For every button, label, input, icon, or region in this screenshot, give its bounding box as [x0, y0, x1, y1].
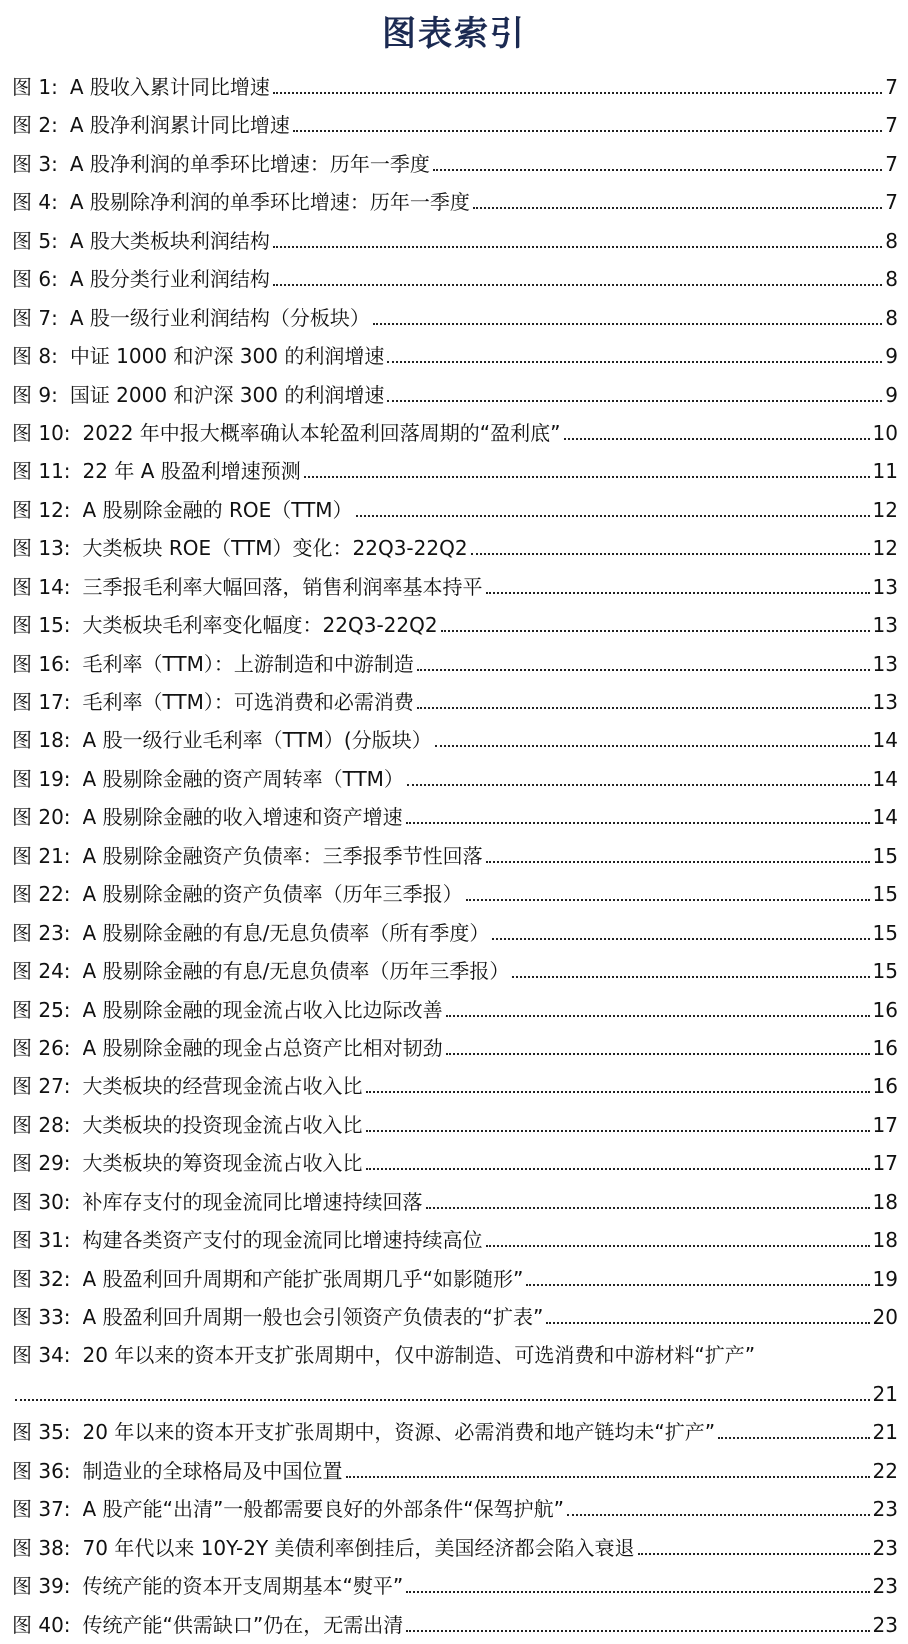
- figure-caption: A 股剔除金融的资产周转率（TTM）: [82, 766, 404, 791]
- figure-caption: 大类板块的经营现金流占收入比: [82, 1074, 363, 1099]
- figure-caption: 70 年代以来 10Y-2Y 美债利率倒挂后，美国经济都会陷入衰退: [82, 1535, 635, 1560]
- toc-entry[interactable]: [12, 491, 898, 529]
- dot-leader: [433, 145, 882, 171]
- page-number: 23: [872, 1574, 898, 1599]
- dot-leader: [567, 1490, 870, 1516]
- figure-caption: A 股剔除金融的现金占总资产比相对韧劲: [82, 1035, 443, 1060]
- toc-entry-continuation[interactable]: [12, 1375, 898, 1413]
- figure-caption: A 股剔除净利润的单季环比增速：历年一季度: [69, 190, 470, 215]
- figure-number: 图 40:: [12, 1612, 71, 1637]
- figure-caption: 2022 年中报大概率确认本轮盈利回落周期的“盈利底”: [82, 420, 561, 445]
- dot-leader: [486, 1221, 870, 1247]
- figure-number: 图 3:: [12, 151, 58, 176]
- figure-number: 图 14:: [12, 574, 71, 599]
- page-number: 18: [872, 1189, 898, 1214]
- toc-entry[interactable]: [12, 952, 898, 990]
- figure-number: 图 12:: [12, 497, 71, 522]
- dot-leader: [417, 645, 870, 671]
- dot-leader: [366, 1106, 870, 1132]
- toc-entry[interactable]: [12, 645, 898, 683]
- figure-caption: A 股剔除金融的收入增速和资产增速: [82, 805, 403, 830]
- toc-entry[interactable]: [12, 1529, 898, 1567]
- figure-caption: A 股盈利回升周期一般也会引领资产负债表的“扩表”: [82, 1305, 544, 1329]
- figure-caption: A 股剔除金融的 ROE（TTM）: [82, 497, 353, 522]
- toc-entry[interactable]: [12, 1144, 898, 1182]
- toc-entry[interactable]: [12, 914, 898, 952]
- figure-caption: A 股剔除金融的有息/无息负债率（历年三季报）: [82, 959, 510, 984]
- toc-entry[interactable]: [12, 452, 898, 490]
- dot-leader: [293, 106, 882, 132]
- toc-entry[interactable]: [12, 337, 898, 375]
- figure-number: 图 34:: [12, 1343, 71, 1368]
- figure-number: 图 26:: [12, 1035, 71, 1060]
- page-number: 12: [872, 536, 898, 561]
- dot-leader: [441, 606, 870, 632]
- figure-caption: 毛利率（TTM）：可选消费和必需消费: [82, 690, 414, 714]
- figure-number: 图 28:: [12, 1112, 71, 1137]
- dot-leader: [356, 491, 870, 517]
- figure-number: 图 22:: [12, 882, 71, 907]
- figure-caption: A 股一级行业利润结构（分板块）: [69, 305, 370, 330]
- figure-number: 图 18:: [12, 728, 71, 753]
- dot-leader: [492, 914, 869, 940]
- figure-number: 图 32:: [12, 1266, 71, 1291]
- dot-leader: [273, 222, 882, 248]
- figure-caption: 大类板块的投资现金流占收入比: [82, 1112, 363, 1137]
- dot-leader: [486, 837, 870, 863]
- page-number: 7: [885, 113, 898, 138]
- figure-caption: 中证 1000 和沪深 300 的利润增速: [69, 344, 385, 369]
- dot-leader: [366, 1144, 870, 1170]
- page-number: 15: [872, 882, 898, 907]
- page-number: 16: [872, 1035, 898, 1060]
- figure-number: 图 2:: [12, 113, 58, 138]
- page-number: 21: [872, 1381, 898, 1406]
- page-number: 7: [885, 151, 898, 176]
- page-number: 15: [872, 843, 898, 868]
- dot-leader: [406, 1606, 869, 1632]
- dot-leader: [471, 529, 870, 555]
- toc-entry[interactable]: [12, 1490, 898, 1528]
- dot-leader: [346, 1452, 870, 1478]
- dot-leader: [304, 452, 870, 478]
- page-number: 7: [885, 75, 898, 99]
- toc-entry[interactable]: [12, 568, 898, 606]
- figure-caption: A 股净利润的单季环比增速：历年一季度: [69, 151, 430, 176]
- toc-entry[interactable]: [12, 68, 898, 106]
- page-number: 8: [885, 267, 898, 292]
- toc-entry[interactable]: [12, 222, 898, 260]
- figure-caption: 传统产能“供需缺口”仍在，无需出清: [82, 1612, 404, 1637]
- toc-entry[interactable]: [12, 721, 898, 759]
- page-number: 14: [872, 728, 898, 753]
- figure-caption: 制造业的全球格局及中国位置: [82, 1458, 343, 1483]
- page-number: 14: [872, 805, 898, 830]
- figure-number: 图 6:: [12, 267, 58, 292]
- page-number: 8: [885, 228, 898, 253]
- page-number: 14: [872, 766, 898, 791]
- figure-caption: 大类板块 ROE（TTM）变化：22Q3-22Q2: [82, 536, 468, 561]
- dot-leader: [387, 376, 882, 402]
- figure-number: 图 35:: [12, 1420, 71, 1445]
- toc-entry[interactable]: [12, 299, 898, 337]
- page-number: 22: [872, 1458, 898, 1483]
- toc-entry[interactable]: [12, 606, 898, 644]
- figure-caption: 国证 2000 和沪深 300 的利润增速: [69, 382, 385, 407]
- toc-entry[interactable]: [12, 260, 898, 298]
- figure-number: 图 5:: [12, 228, 58, 253]
- page-number: 9: [885, 382, 898, 407]
- dot-leader: [564, 414, 870, 440]
- toc-entry[interactable]: [12, 837, 898, 875]
- toc-entry[interactable]: [12, 1260, 898, 1298]
- page-number: 11: [872, 459, 898, 484]
- figure-number: 图 1:: [12, 75, 58, 99]
- figure-caption: A 股净利润累计同比增速: [69, 113, 290, 138]
- dot-leader: [435, 721, 870, 747]
- figure-number: 图 13:: [12, 536, 71, 561]
- toc-entry[interactable]: [12, 106, 898, 144]
- figure-caption: 22 年 A 股盈利增速预测: [82, 459, 301, 484]
- page-number: 15: [872, 959, 898, 984]
- page-number: 19: [872, 1266, 898, 1291]
- dot-leader: [486, 568, 870, 594]
- dot-leader: [512, 952, 869, 978]
- toc-entry[interactable]: [12, 414, 898, 452]
- dot-leader: [526, 1260, 869, 1286]
- dot-leader: [638, 1529, 870, 1555]
- figure-number: 图 25:: [12, 997, 71, 1022]
- figure-number: 图 17:: [12, 690, 71, 714]
- figure-caption: A 股剔除金融的现金流占收入比边际改善: [82, 997, 443, 1022]
- page-number: 23: [872, 1535, 898, 1560]
- figure-caption: 毛利率（TTM）：上游制造和中游制造: [82, 651, 414, 676]
- dot-leader: [273, 68, 882, 94]
- toc-entry[interactable]: [12, 1298, 898, 1336]
- figure-number: 图 4:: [12, 190, 58, 215]
- figure-caption: 20 年以来的资本开支扩张周期中，仅中游制造、可选消费和中游材料“扩产”: [82, 1343, 756, 1368]
- toc-entry[interactable]: [12, 183, 898, 221]
- dot-leader: [473, 183, 882, 209]
- figure-number: 图 7:: [12, 305, 58, 330]
- dot-leader: [273, 260, 882, 286]
- toc-entry[interactable]: [12, 1067, 898, 1105]
- figure-number: 图 20:: [12, 805, 71, 830]
- toc-entry[interactable]: [12, 1029, 898, 1067]
- page-number: 16: [872, 1074, 898, 1099]
- figure-caption: 20 年以来的资本开支扩张周期中，资源、必需消费和地产链均未“扩产”: [82, 1420, 716, 1445]
- figure-caption: 传统产能的资本开支周期基本“熨平”: [82, 1574, 404, 1599]
- toc-entry[interactable]: [12, 529, 898, 567]
- page-number: 7: [885, 190, 898, 215]
- page-number: 8: [885, 305, 898, 330]
- figure-number: 图 33:: [12, 1305, 71, 1329]
- dot-leader: [406, 1567, 869, 1593]
- toc-entry[interactable]: [12, 376, 898, 414]
- page-number: 12: [872, 497, 898, 522]
- figure-number: 图 10:: [12, 420, 71, 445]
- dot-leader: [446, 1029, 870, 1055]
- dot-leader: [373, 299, 882, 325]
- dot-leader: [446, 991, 870, 1017]
- figure-caption: A 股剔除金融的有息/无息负债率（所有季度）: [82, 920, 490, 945]
- dot-leader: [406, 798, 870, 824]
- toc-entry[interactable]: [12, 798, 898, 836]
- dot-leader: [366, 1067, 870, 1093]
- toc-entry[interactable]: [12, 1606, 898, 1644]
- page-title: 图表索引: [382, 14, 526, 54]
- figure-caption: A 股产能“出清”一般都需要良好的外部条件“保驾护航”: [82, 1497, 565, 1522]
- figure-number: 图 39:: [12, 1574, 71, 1599]
- toc-entry[interactable]: [12, 1452, 898, 1490]
- toc-entry[interactable]: [12, 875, 898, 913]
- toc-entry[interactable]: [12, 1413, 898, 1451]
- figure-caption: A 股剔除金融的资产负债率（历年三季报）: [82, 882, 463, 907]
- figure-number: 图 16:: [12, 651, 71, 676]
- toc-entry[interactable]: [12, 991, 898, 1029]
- page-number: 17: [872, 1151, 898, 1176]
- page-number: 18: [872, 1228, 898, 1253]
- figure-caption: A 股收入累计同比增速: [69, 75, 270, 99]
- page-number: 10: [872, 420, 898, 445]
- figure-caption: 补库存支付的现金流同比增速持续回落: [82, 1189, 423, 1214]
- page-number: 23: [872, 1497, 898, 1522]
- page-number: 20: [872, 1305, 898, 1329]
- figure-number: 图 36:: [12, 1458, 71, 1483]
- figure-number: 图 8:: [12, 344, 58, 369]
- figure-number: 图 15:: [12, 613, 71, 638]
- figure-caption: 大类板块的筹资现金流占收入比: [82, 1151, 363, 1176]
- figure-number: 图 9:: [12, 382, 58, 407]
- toc-entry[interactable]: [12, 1106, 898, 1144]
- dot-leader: [466, 875, 870, 901]
- dot-leader: [426, 1183, 870, 1209]
- figure-index-list: [12, 68, 898, 1644]
- figure-caption: 构建各类资产支付的现金流同比增速持续高位: [82, 1228, 483, 1253]
- toc-entry[interactable]: [12, 1183, 898, 1221]
- page-number: 13: [872, 574, 898, 599]
- page-number: 13: [872, 613, 898, 638]
- figure-caption: A 股大类板块利润结构: [69, 228, 270, 253]
- toc-entry[interactable]: [12, 1221, 898, 1259]
- figure-number: 图 21:: [12, 843, 71, 868]
- page-number: 9: [885, 344, 898, 369]
- page-number: 23: [872, 1612, 898, 1637]
- dot-leader: [718, 1413, 869, 1439]
- toc-entry[interactable]: [12, 1567, 898, 1605]
- figure-caption: 大类板块毛利率变化幅度：22Q3-22Q2: [82, 613, 438, 638]
- figure-caption: A 股一级行业毛利率（TTM）(分版块）: [82, 728, 432, 753]
- figure-number: 图 38:: [12, 1535, 71, 1560]
- dot-leader: [15, 1375, 870, 1401]
- figure-number: 图 24:: [12, 959, 71, 984]
- figure-number: 图 29:: [12, 1151, 71, 1176]
- dot-leader: [417, 683, 870, 709]
- toc-entry[interactable]: [12, 1336, 898, 1374]
- page-number: 13: [872, 651, 898, 676]
- figure-number: 图 19:: [12, 766, 71, 791]
- figure-number: 图 23:: [12, 920, 71, 945]
- figure-caption: A 股盈利回升周期和产能扩张周期几乎“如影随形”: [82, 1266, 524, 1291]
- dot-leader: [407, 760, 870, 786]
- page-number: 15: [872, 920, 898, 945]
- dot-leader: [546, 1298, 869, 1324]
- page-number: 16: [872, 997, 898, 1022]
- page-number: 21: [872, 1420, 898, 1445]
- page-number: 17: [872, 1112, 898, 1137]
- figure-caption: 三季报毛利率大幅回落，销售利润率基本持平: [82, 574, 483, 599]
- figure-number: 图 31:: [12, 1228, 71, 1253]
- figure-number: 图 30:: [12, 1189, 71, 1214]
- figure-number: 图 27:: [12, 1074, 71, 1099]
- page-number: 13: [872, 690, 898, 714]
- figure-caption: A 股分类行业利润结构: [69, 267, 270, 292]
- figure-number: 图 11:: [12, 459, 71, 484]
- figure-number: 图 37:: [12, 1497, 71, 1522]
- toc-entry[interactable]: [12, 683, 898, 721]
- dot-leader: [387, 337, 882, 363]
- figure-caption: A 股剔除金融资产负债率：三季报季节性回落: [82, 843, 483, 868]
- toc-entry[interactable]: [12, 145, 898, 183]
- toc-entry[interactable]: [12, 760, 898, 798]
